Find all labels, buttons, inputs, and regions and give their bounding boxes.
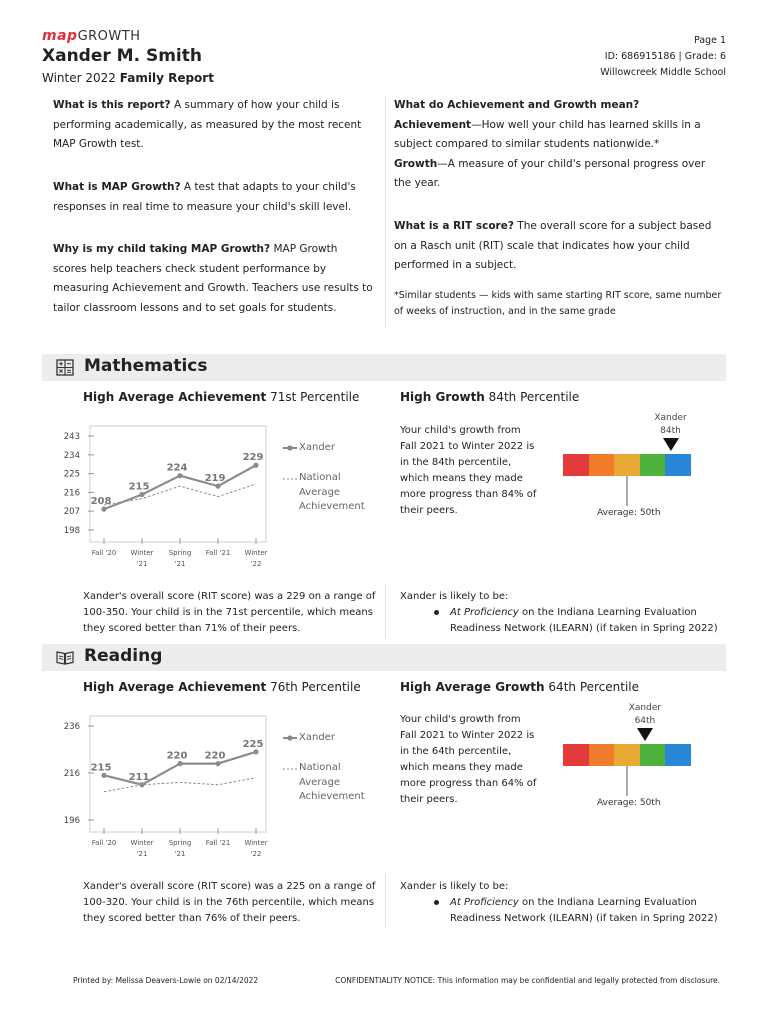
reading-student-point (177, 761, 182, 766)
math-student-marker (651, 412, 691, 451)
math-likely: Xander is likely to be: (400, 591, 509, 602)
legend-student-label: Xander (299, 732, 335, 743)
intro-why-taking (53, 240, 373, 318)
math-proficiency-level: At Proficiency (450, 607, 519, 618)
reading-x-tick-label: Spring (168, 839, 192, 847)
math-y-tick-label: 225 (63, 469, 80, 480)
intro-q5: What is a RIT score? (394, 220, 514, 232)
reading-score-label: 225 (242, 738, 264, 750)
reading-legend (283, 731, 373, 805)
reading-bullet-dot (434, 900, 439, 905)
reading-student-point (139, 782, 144, 787)
reading-proficiency (450, 895, 732, 927)
math-x-tick-label: '21 (136, 560, 148, 568)
legend-national-3: Achievement (299, 501, 365, 512)
intro-a5: The overall score for a subject based on a Rasch unit (RIT) scale that indicates how your child performed in a subject. (394, 220, 712, 271)
growth-band-3 (614, 454, 640, 476)
reading-growth-pct: 64th Percentile (548, 680, 640, 694)
student-name: Xander M. Smith (42, 46, 202, 66)
reading-score-label: 211 (128, 771, 150, 783)
math-student-point (139, 492, 144, 497)
reading-x-tick-label: Winter (130, 839, 154, 847)
math-section-bar (42, 354, 726, 381)
reading-student-point (253, 749, 258, 754)
reading-growth-label: High Average Growth (400, 680, 545, 694)
math-growth-scale (563, 412, 693, 522)
legend-student-line-icon (283, 733, 297, 743)
intro-ach-growth (394, 96, 712, 194)
math-marker-pct: 84th (660, 426, 681, 436)
open-book-icon (56, 649, 74, 666)
reading-achievement-heading (83, 680, 361, 694)
math-marker-triangle-icon (663, 438, 679, 451)
intro-what-is-map (53, 178, 373, 217)
math-y-tick-label: 198 (63, 526, 80, 536)
math-legend (283, 441, 373, 515)
reading-growth-bar (563, 744, 691, 766)
math-growth-description: Your child's growth from Fall 2021 to Winter 2022 is in the 84th percentile, which means they made more progress than 84% of their peers. (400, 425, 537, 516)
legend-national-2: Average (299, 486, 341, 498)
legend-student-line-icon (283, 443, 297, 453)
math-summary: Xander's overall score (RIT score) was a 229 on a range of 100-350. Your child is in the 71st percentile, which means they scored better than 71% of their peers. (83, 591, 376, 634)
reading-marker-pct: 64th (634, 716, 656, 726)
reading-student-point (101, 773, 106, 778)
math-growth-bar (563, 454, 691, 476)
math-y-tick-label: 243 (63, 432, 80, 442)
math-x-tick-label: Winter (130, 549, 154, 557)
intro-q1: What is this report? (53, 99, 171, 111)
report-term: Winter 2022 (42, 71, 116, 85)
intro-divider (385, 96, 386, 328)
math-score-label: 224 (166, 462, 188, 474)
reading-y-tick-label: 236 (63, 722, 80, 732)
reading-growth-heading (400, 680, 639, 694)
report-title (42, 71, 214, 85)
math-growth-label: High Growth (400, 390, 485, 404)
math-growth-heading (400, 390, 579, 404)
math-marker-name: Xander (654, 413, 687, 423)
math-student-point (177, 473, 182, 478)
similar-students-footnote: *Similar students — kids with same starting RIT score, same number of weeks of instruction, and in the same grade (394, 290, 722, 317)
math-score-label: 219 (204, 473, 226, 485)
intro-a3: MAP Growth scores help teachers check student performance by measuring Achievement and Growth. Teachers use results to tailor classroom lessons and to set goals for students. (53, 243, 373, 314)
legend-national-1: National (299, 472, 341, 483)
math-achievement-chart (58, 422, 288, 574)
reading-average-line (626, 766, 628, 796)
math-y-tick-label: 234 (63, 450, 80, 461)
math-divider (385, 584, 386, 638)
reading-proficiency-level: At Proficiency (450, 897, 519, 908)
reading-x-tick-label: '21 (174, 850, 186, 858)
logo-growth-text: GROWTH (77, 29, 141, 44)
achievement-def: —How well your child has learned skills in a subject compared to similar students nationwide.* (394, 118, 701, 150)
legend-national-line-icon (283, 476, 297, 482)
math-student-point (253, 463, 258, 468)
growth-band-5 (665, 744, 691, 766)
school-name: Willowcreek Middle School (600, 67, 726, 78)
student-id-grade: ID: 686915186 | Grade: 6 (604, 51, 726, 62)
legend-national-line-icon (283, 766, 297, 772)
reading-score-label: 215 (90, 762, 112, 774)
math-proficiency (450, 605, 732, 637)
page-info (600, 33, 726, 81)
math-x-tick-label: '21 (174, 560, 186, 568)
math-score-label: 229 (242, 452, 264, 464)
report-type: Family Report (119, 71, 214, 85)
intro-q3: Why is my child taking MAP Growth? (53, 243, 271, 255)
reading-likely: Xander is likely to be: (400, 881, 509, 892)
reading-growth-description: Your child's growth from Fall 2021 to Winter 2022 is in the 64th percentile, which means they made more progress than 64% of their peers. (400, 714, 537, 805)
math-national-average-line (104, 484, 256, 505)
reading-marker-triangle-icon (637, 728, 653, 741)
reading-achievement-chart (58, 712, 288, 864)
logo-map-text: map (42, 28, 78, 44)
reading-proficiency-detail: on the Indiana Learning Evaluation Readiness Network (ILEARN) (if taken in Spring 2022) (450, 897, 718, 924)
reading-growth-scale (563, 702, 693, 812)
math-plot-frame (90, 426, 266, 542)
math-y-tick-label: 207 (63, 507, 80, 518)
reading-ach-pct: 76th Percentile (270, 680, 361, 694)
growth-band-5 (665, 454, 691, 476)
page-number: Page 1 (693, 35, 726, 46)
growth-def: —A measure of your child's personal progress over the year. (394, 157, 706, 189)
math-ach-label: High Average Achievement (83, 390, 267, 404)
reading-x-tick-label: '21 (136, 850, 148, 858)
reading-section-title: Reading (84, 646, 163, 666)
intro-q2: What is MAP Growth? (53, 181, 181, 193)
math-score-label: 208 (90, 496, 112, 508)
map-growth-logo (42, 28, 140, 44)
math-x-tick-label: '22 (250, 560, 262, 568)
intro-rit (394, 217, 712, 276)
growth-band-3 (614, 744, 640, 766)
reading-score-label: 220 (204, 750, 226, 762)
math-average-label: Average: 50th (597, 508, 661, 518)
intro-a1: A summary of how your child is performing academically, as measured by the most recent MAP Growth test. (53, 99, 362, 150)
reading-national-average-line (104, 778, 256, 792)
math-ach-pct: 71st Percentile (270, 390, 360, 404)
reading-ach-label: High Average Achievement (83, 680, 267, 694)
growth-term: Growth (394, 157, 438, 170)
reading-x-tick-label: Fall '21 (205, 839, 231, 847)
reading-student-point (215, 761, 220, 766)
reading-average-label: Average: 50th (597, 798, 661, 808)
math-y-tick-label: 216 (63, 488, 80, 499)
reading-score-label: 220 (166, 750, 188, 762)
intro-a2: A test that adapts to your child's responses in real time to measure your child's skill level. (53, 181, 356, 213)
intro-what-is-report (53, 96, 373, 155)
reading-x-tick-label: Fall '20 (91, 839, 117, 847)
growth-band-1 (563, 744, 589, 766)
reading-marker-name: Xander (628, 703, 662, 713)
math-score-label: 215 (128, 481, 150, 493)
math-achievement-heading (83, 390, 359, 404)
reading-divider (385, 874, 386, 928)
growth-band-2 (589, 454, 615, 476)
reading-section-bar (42, 644, 726, 671)
math-proficiency-detail: on the Indiana Learning Evaluation Readiness Network (ILEARN) (if taken in Spring 2022) (450, 607, 718, 634)
math-student-point (215, 484, 220, 489)
reading-x-tick-label: Winter (244, 839, 268, 847)
confidentiality-notice: CONFIDENTIALITY NOTICE: This information may be confidential and legally protected from disclosure. (335, 976, 720, 985)
legend-national-1: National (299, 762, 341, 773)
growth-band-1 (563, 454, 589, 476)
reading-y-tick-label: 196 (63, 816, 80, 826)
math-average-line (626, 476, 628, 506)
reading-summary: Xander's overall score (RIT score) was a 225 on a range of 100-320. Your child is in the 76th percentile, which means they scored better than 76% of their peers. (83, 881, 376, 924)
growth-band-4 (640, 744, 666, 766)
reading-plot-frame (90, 716, 266, 832)
intro-q4: What do Achievement and Growth mean? (394, 99, 640, 111)
reading-x-tick-label: '22 (250, 850, 262, 858)
legend-national-2: Average (299, 776, 341, 788)
math-growth-pct: 84th Percentile (488, 390, 580, 404)
math-x-tick-label: Fall '21 (205, 549, 231, 557)
reading-student-marker (625, 702, 665, 741)
printed-by: Printed by: Melissa Deavers-Lowie on 02/14/2022 (73, 976, 259, 985)
math-bullet-dot (434, 610, 439, 615)
math-x-tick-label: Winter (244, 549, 268, 557)
legend-national-3: Achievement (299, 791, 365, 802)
math-student-point (101, 507, 106, 512)
math-section-title: Mathematics (84, 356, 208, 376)
growth-band-2 (589, 744, 615, 766)
reading-y-tick-label: 216 (63, 769, 80, 779)
calculator-icon (56, 359, 74, 376)
math-x-tick-label: Fall '20 (91, 549, 117, 557)
legend-student-label: Xander (299, 442, 335, 453)
achievement-term: Achievement (394, 118, 472, 131)
growth-band-4 (640, 454, 666, 476)
math-x-tick-label: Spring (168, 549, 192, 557)
